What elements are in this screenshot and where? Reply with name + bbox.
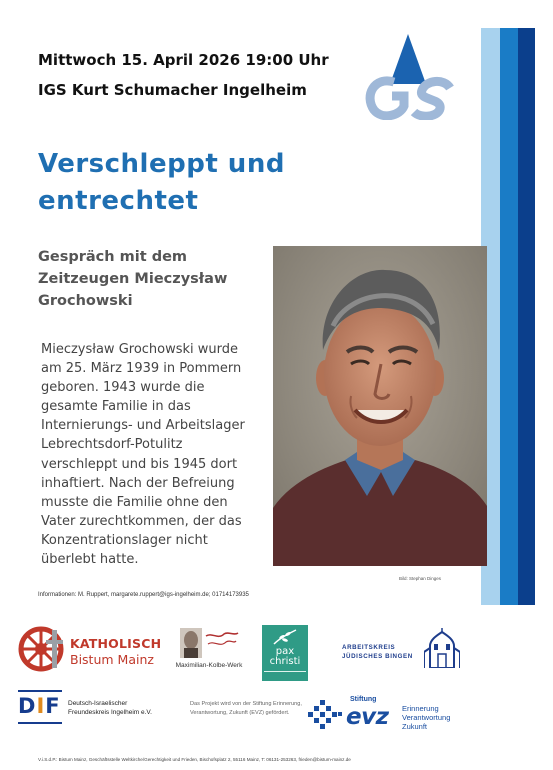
body-line: geboren. 1943 wurde die	[41, 380, 205, 396]
body-line: musste die Familie ohne den	[41, 494, 228, 510]
synagogue-icon	[424, 628, 460, 668]
dif-bottom-bar	[18, 722, 62, 724]
subtitle	[38, 246, 268, 312]
dif-top-bar	[18, 690, 62, 692]
bistum-mainz-label: Bistum Mainz	[70, 652, 154, 667]
pax-divider	[264, 671, 306, 676]
body-line: gesamte Familie in das	[41, 399, 191, 415]
dif-letter-i: I	[36, 694, 46, 718]
kolbe-werk-label: Maximilian-Kolbe-Werk	[175, 662, 243, 669]
evz-dots-icon	[306, 700, 346, 732]
katholisch-label: KATHOLISCH	[70, 636, 162, 651]
title-line: Verschleppt und	[38, 149, 285, 179]
dif-label-line2: Freundeskreis Ingelheim e.V.	[68, 709, 152, 716]
event-date-time: Mittwoch 15. April 2026 19:00 Uhr	[38, 51, 329, 69]
body-line: Mieczysław Grochowski wurde	[41, 342, 239, 357]
decorative-stripe-dark	[518, 28, 535, 605]
dif-letters	[18, 694, 61, 718]
arbeitskreis-juedisches-bingen-logo	[338, 628, 460, 670]
dif-logo	[14, 686, 164, 730]
dif-letter-f: F	[45, 694, 61, 718]
portrait-photo	[273, 246, 487, 566]
pax-christi-logo	[262, 625, 308, 681]
maximilian-kolbe-werk-logo	[174, 628, 244, 672]
evz-erinnerung: Erinnerung	[402, 704, 439, 713]
body-line: Vater zurechtkommen, der das	[41, 513, 242, 529]
subtitle-line: Zeitzeugen Mieczysław	[38, 271, 228, 287]
olive-branch-icon	[272, 628, 298, 646]
katholisch-bistum-mainz-logo	[18, 622, 162, 676]
photo-credit: Bild: Stephan Dinges	[399, 576, 442, 581]
evz-zukunft: Zukunft	[402, 722, 428, 731]
decorative-stripe-mid	[500, 28, 518, 605]
body-line: am 25. März 1939 in Pommern	[41, 361, 242, 377]
evz-verantwortung: Verantwortung	[402, 713, 451, 722]
christi-label: christi	[269, 656, 301, 667]
biography-text	[38, 340, 270, 569]
subtitle-line: Grochowski	[38, 293, 133, 309]
body-line: Lebrechtsdorf-Potulitz	[41, 437, 183, 453]
church-wheel-icon	[18, 626, 64, 672]
body-line: Konzentrationslager nicht	[41, 532, 208, 548]
contact-info: Informationen: M. Ruppert, margarete.ruppert@igs-ingelheim.de; 01714173935	[38, 592, 249, 598]
evz-wordmark: evz	[346, 704, 389, 730]
juedisches-bingen-label: JÜDISCHES BINGEN	[342, 653, 413, 660]
body-line: überlebt hatte.	[41, 552, 139, 568]
project-funding-note: Das Projekt wird von der Stiftung Erinnerung, Verantwortung, Zukunft (EVZ) gefördert.	[190, 701, 302, 716]
title-line: entrechtet	[38, 186, 199, 216]
igs-logo-icon	[360, 32, 456, 120]
dif-label-line1: Deutsch-Israelischer	[68, 700, 128, 707]
body-line: verschleppt und bis 1945 dort	[41, 456, 238, 472]
body-line: inhaftiert. Nach der Befreiung	[41, 475, 235, 491]
subtitle-line: Gespräch mit dem	[38, 249, 188, 265]
event-venue: IGS Kurt Schumacher Ingelheim	[38, 81, 307, 99]
body-line: Internierungs- und Arbeitslager	[41, 418, 245, 434]
pax-label: pax	[275, 646, 295, 657]
evz-logo	[306, 694, 466, 738]
kolbe-portrait-icon	[178, 628, 240, 658]
evz-stiftung-label: Stiftung	[350, 696, 377, 703]
legal-footer: V.i.S.d.P.: Bistum Mainz, Geschäftsstelle Weltkirche/Gerechtigkeit und Frieden, Bischofsplatz 2, 55116 Mainz, T: 06131-253263, frieden@bistum-mainz.de	[38, 757, 351, 762]
dif-letter-d: D	[18, 694, 37, 718]
page-title	[38, 146, 338, 220]
arbeitskreis-label: ARBEITSKREIS	[342, 644, 396, 651]
